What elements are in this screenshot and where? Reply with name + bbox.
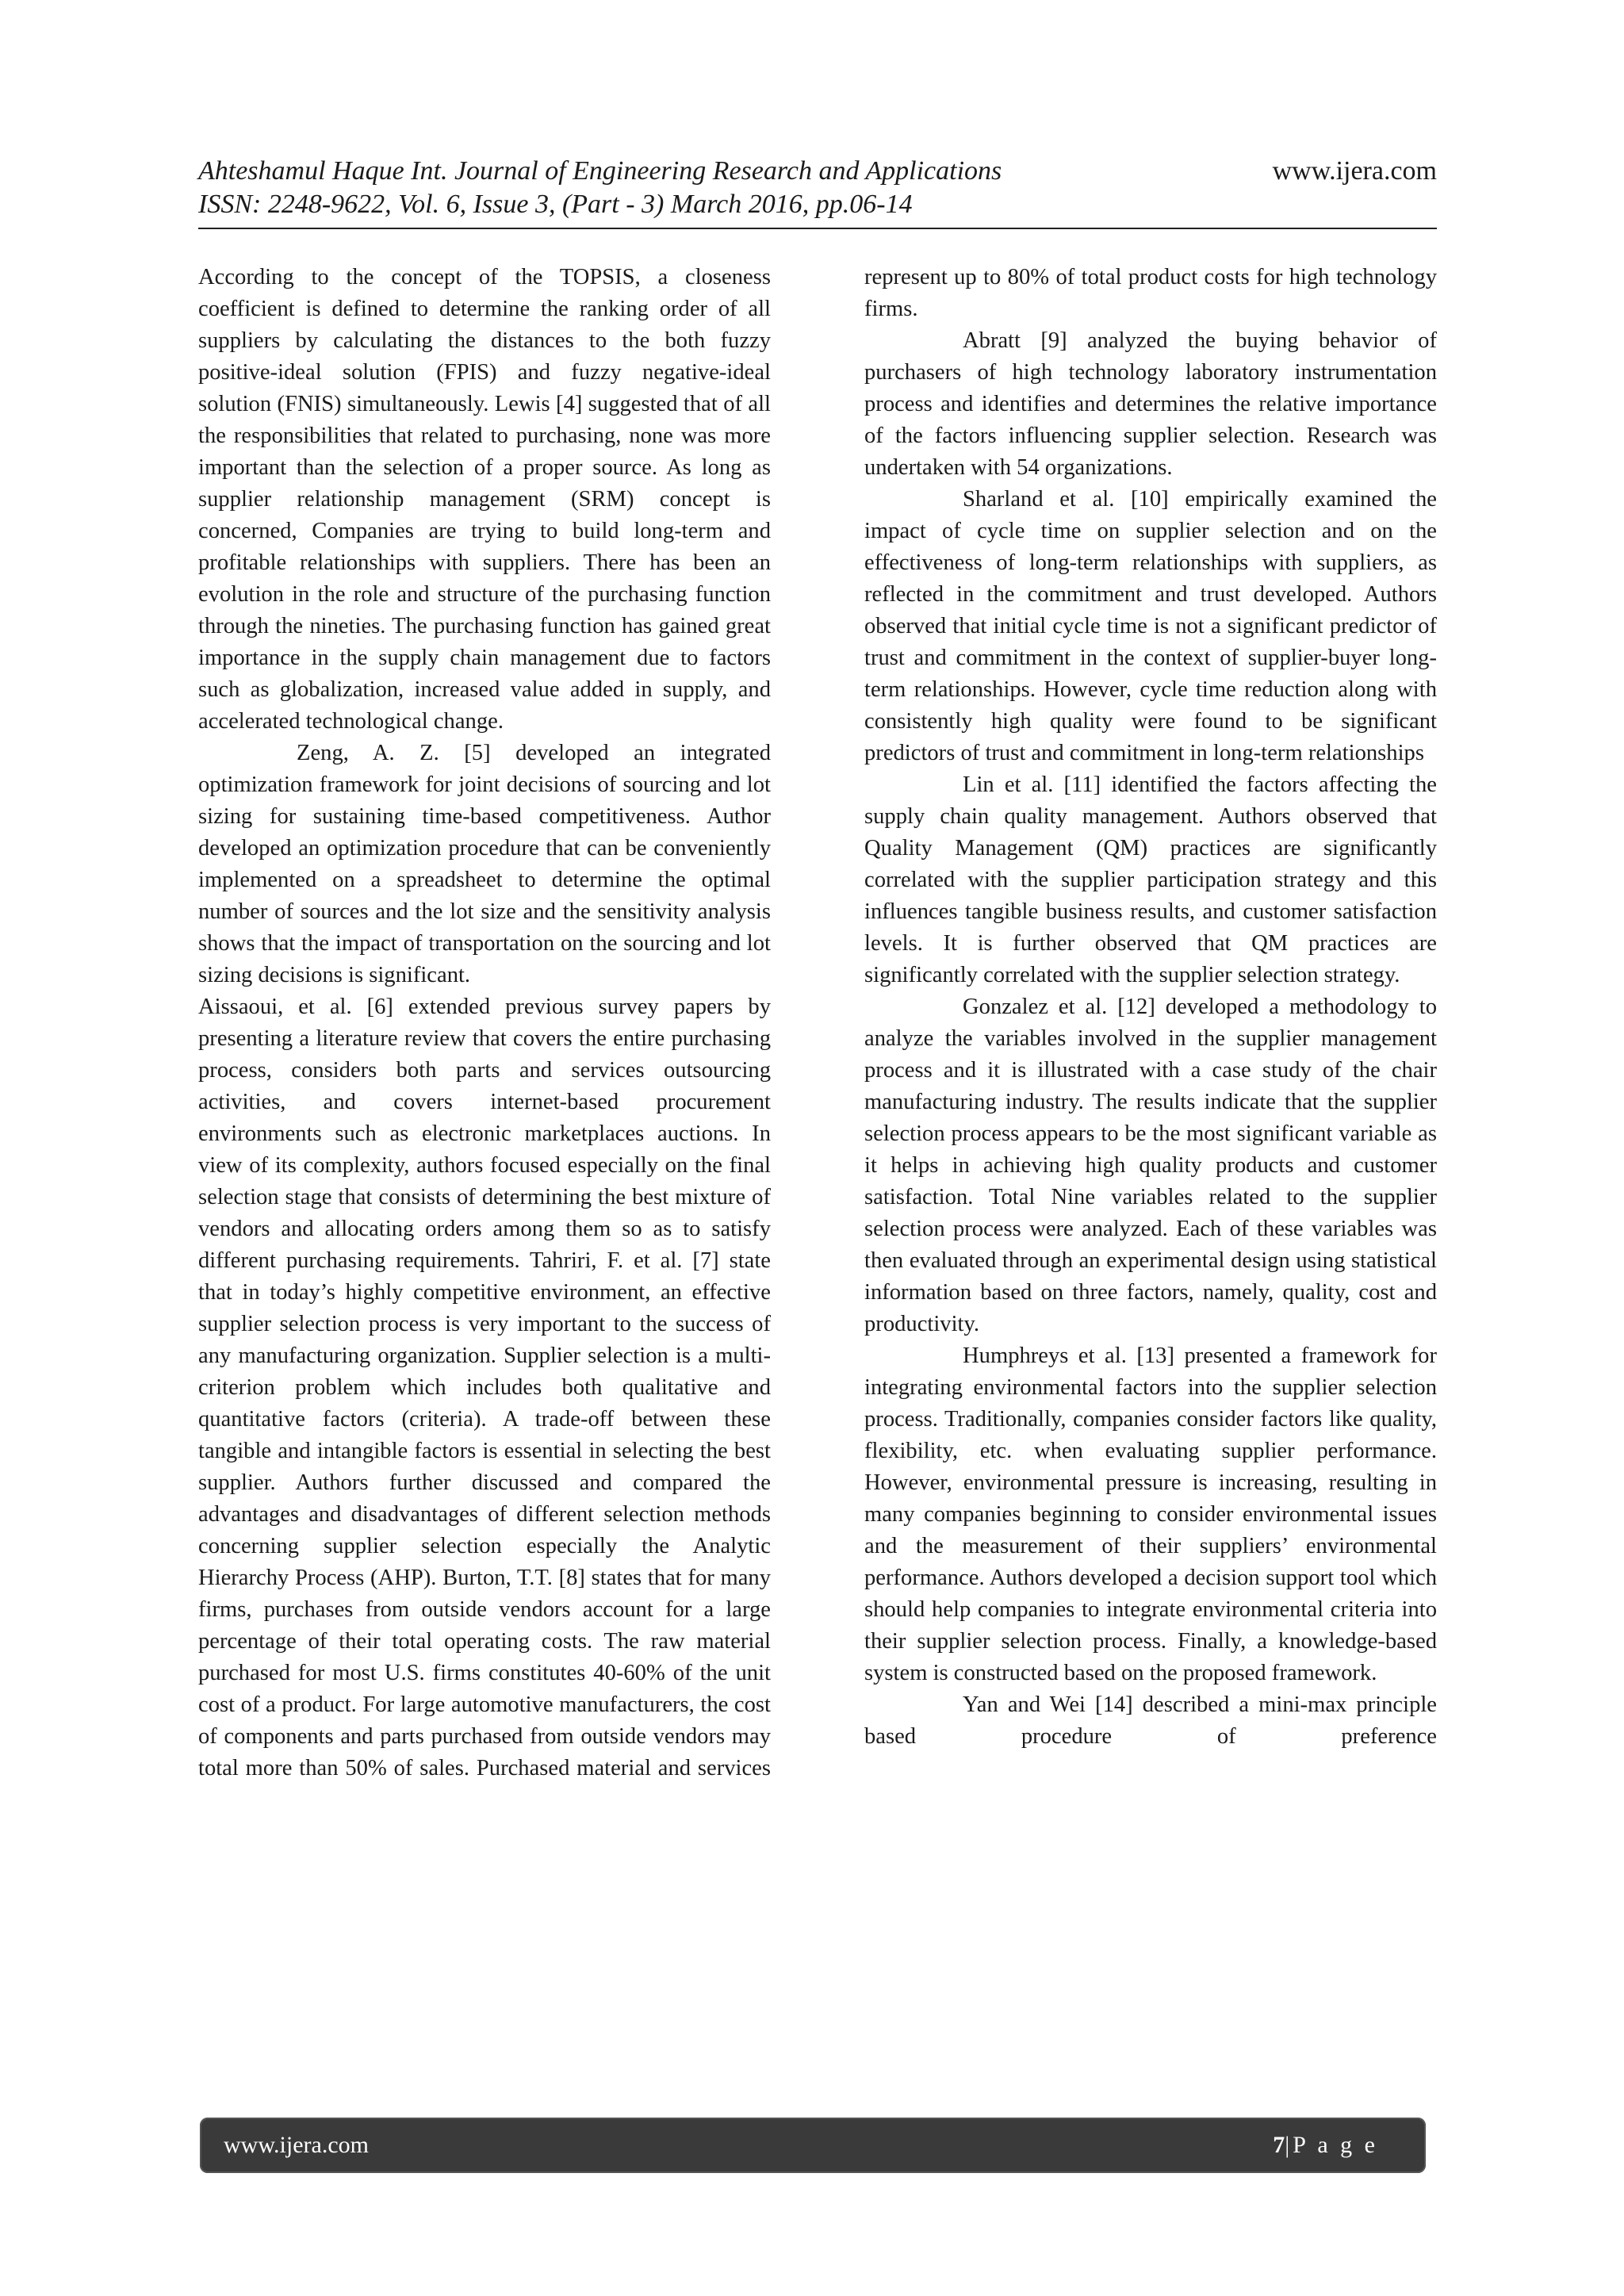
paragraph: According to the concept of the TOPSIS, a closeness coefficient is defined to determine the ranking order of all suppliers by calculating the distances to the both fuzzy positive-ideal solution (FPIS) and fuzzy negative-ideal solution (FNIS) simultaneously. Lewis [4] suggested that of all the responsibilities that related to purchasing, none was more important than the selection of a proper source. As long as supplier relationship management (SRM) concept is concerned, Companies are trying to build long-term and profitable relationships with suppliers. There has been an evolution in the role and structure of the purchasing function through the nineties. The purchasing function has gained great importance in the supply chain management due to factors such as globalization, increased value added in supply, and accelerated technological change. (198, 265, 771, 734)
issn-line: ISSN: 2248-9622, Vol. 6, Issue 3, (Part - 3) March 2016, pp.06-14 (198, 190, 913, 219)
paragraph: Sharland et al. [10] empirically examined the impact of cycle time on supplier selection and on the effectiveness of long-term relationships with suppliers, as reflected in the commitment and trust developed. Authors observed that initial cycle time is not a significant predictor of trust and commitment in the context of supplier-buyer long-term relationships. However, cycle time reduction along with consistently high quality were found to be significant predictors of trust and commitment in long-term relationships (864, 487, 1437, 765)
page-number-value: 7 (1273, 2132, 1285, 2158)
page-label: |P a g e (1285, 2132, 1378, 2158)
paragraph: Gonzalez et al. [12] developed a methodology to analyze the variables involved in the supplier management process and it is illustrated with a case study of the chair manufacturing industry. The results indicate that the supplier selection process appears to be the most significant variable as it helps in achieving high quality products and customer satisfaction. Total Nine variables related to the supplier selection process were analyzed. Each of these variables was then evaluated through an experimental design using statistical information based on three factors, namely, quality, cost and productivity. (864, 995, 1437, 1336)
footer-website-link[interactable]: www.ijera.com (224, 2132, 369, 2158)
paragraph: Aissaoui, et al. [6] extended previous survey papers by presenting a literature review that covers the entire purchasing process, considers both parts and services outsourcing activities, and covers internet-based procurement environments such as electronic marketplaces auctions. In view of its complexity, authors focused especially on the final selection stage that consists of determining the best mixture of vendors and allocating orders among them so as to satisfy different purchasing requirements. Tahriri, F. et al. [7] state that in today’s highly competitive environment, an effective supplier selection process is very important to the success of any manufacturing organization. Supplier selection is a multi-criterion problem which includes both qualitative and quantitative factors (criteria). A trade-off between these tangible and intangible factors is essential in selecting the best supplier. Authors further discussed and compared the advantages and disadvantages of different selection methods concerning supplier selection especially the Analytic Hierarchy Process (AHP). Burton, T.T. [8] states that for many firms, purchases from outside vendors account for a large percentage of their total operating costs. The raw material purchased for most U.S. firms constitutes 40-60% of the unit cost of a product. For large automotive manufacturers, the cost of components and parts purchased from outside vendors may total more than 50% of sales. Purchased material and services (198, 995, 771, 1780)
page-number (1273, 2132, 1378, 2159)
paragraph: represent up to 80% of total product costs for high technology firms. (864, 265, 1437, 321)
header-journal-line (198, 155, 1437, 188)
header-website-link[interactable]: www.ijera.com (1272, 156, 1437, 186)
page-footer (200, 2118, 1426, 2173)
paragraph: Abratt [9] analyzed the buying behavior of purchasers of high technology laboratory instrumentation process and identifies and determines the relative importance of the factors influencing supplier selection. Research was undertaken with 54 organizations. (864, 328, 1437, 480)
paragraph: Lin et al. [11] identified the factors affecting the supply chain quality management. Authors observed that Quality Management (QM) practices are significantly correlated with the supplier participation strategy and this influences tangible business results, and customer satisfaction levels. It is further observed that QM practices are significantly correlated with the supplier selection strategy. (864, 772, 1437, 987)
journal-title: Ahteshamul Haque Int. Journal of Engineering Research and Applications (198, 156, 1002, 186)
running-header (198, 155, 1437, 229)
paragraph: Zeng, A. Z. [5] developed an integrated optimization framework for joint decisions of sourcing and lot sizing for sustaining time-based competitiveness. Author developed an optimization procedure that can be conveniently implemented on a spreadsheet to determine the optimal number of sources and the lot size and the sensitivity analysis shows that the impact of transportation on the sourcing and lot sizing decisions is significant. (198, 741, 771, 987)
paragraph: Humphreys et al. [13] presented a framework for integrating environmental factors into the supplier selection process. Traditionally, companies consider factors like quality, flexibility, etc. when evaluating supplier performance. However, environmental pressure is increasing, resulting in many companies beginning to consider environmental issues and the measurement of their suppliers’ environmental performance. Authors developed a decision support tool which should help companies to integrate environmental criteria into their supplier selection process. Finally, a knowledge-based system is constructed based on the proposed framework. (864, 1343, 1437, 1685)
right-column (864, 262, 1437, 1753)
paragraph: Yan and Wei [14] described a mini-max principle based procedure of preference (864, 1692, 1437, 1749)
left-column (198, 262, 771, 1784)
